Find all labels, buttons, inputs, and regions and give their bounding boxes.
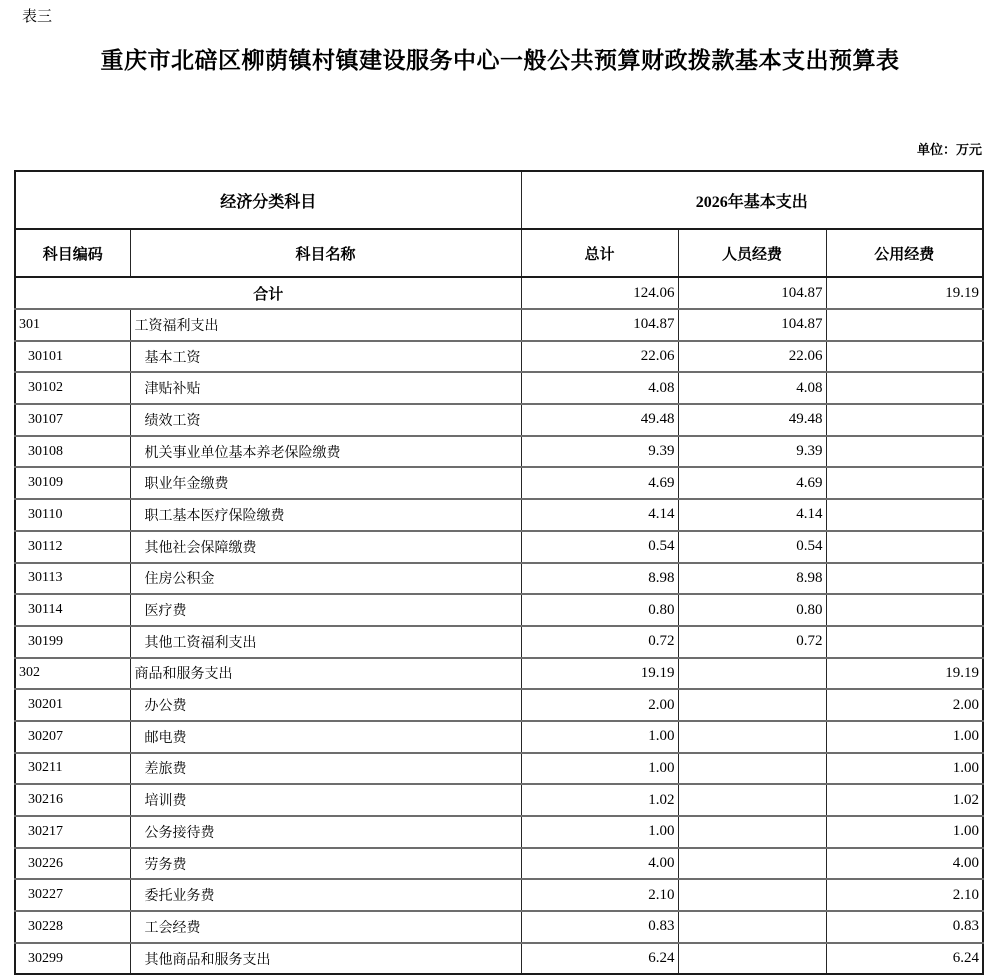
subject-code-cell: 30101: [15, 341, 130, 373]
col-header-total: 总计: [521, 229, 678, 277]
subject-code-cell: 30211: [15, 753, 130, 785]
table-row: [15, 879, 983, 911]
personnel-value-cell: [678, 721, 826, 753]
subject-code-cell: 30217: [15, 816, 130, 848]
subject-name-cell: 差旅费: [130, 753, 521, 785]
subject-code-cell: 30227: [15, 879, 130, 911]
total-value-cell: 104.87: [521, 309, 678, 341]
total-row-total: 124.06: [521, 277, 678, 309]
personnel-value-cell: 104.87: [678, 309, 826, 341]
public-value-cell: 19.19: [826, 658, 983, 690]
total-value-cell: 4.08: [521, 372, 678, 404]
personnel-value-cell: 0.54: [678, 531, 826, 563]
table-row: [15, 943, 983, 975]
personnel-value-cell: [678, 784, 826, 816]
table-row: [15, 563, 983, 595]
personnel-value-cell: 0.72: [678, 626, 826, 658]
table-row: [15, 499, 983, 531]
subject-code-cell: 30226: [15, 848, 130, 880]
table-row: [15, 531, 983, 563]
header-column-row: [15, 229, 983, 277]
subject-name-cell: 其他社会保障缴费: [130, 531, 521, 563]
personnel-value-cell: 0.80: [678, 594, 826, 626]
personnel-value-cell: 9.39: [678, 436, 826, 468]
public-value-cell: 1.00: [826, 816, 983, 848]
public-value-cell: 2.10: [826, 879, 983, 911]
personnel-value-cell: [678, 753, 826, 785]
table-row: [15, 372, 983, 404]
unit-label: 单位：万元: [916, 143, 982, 158]
table-row: [15, 626, 983, 658]
total-value-cell: 0.83: [521, 911, 678, 943]
subject-name-cell: 其他商品和服务支出: [130, 943, 521, 975]
public-value-cell: [826, 563, 983, 595]
total-value-cell: 19.19: [521, 658, 678, 690]
total-value-cell: 1.00: [521, 721, 678, 753]
personnel-value-cell: 22.06: [678, 341, 826, 373]
subject-code-cell: 30228: [15, 911, 130, 943]
subject-name-cell: 工资福利支出: [130, 309, 521, 341]
total-value-cell: 4.14: [521, 499, 678, 531]
subject-code-cell: 30216: [15, 784, 130, 816]
subject-code-cell: 30201: [15, 689, 130, 721]
total-value-cell: 49.48: [521, 404, 678, 436]
public-value-cell: 1.00: [826, 721, 983, 753]
total-row-public: 19.19: [826, 277, 983, 309]
personnel-value-cell: 4.14: [678, 499, 826, 531]
table-body: [15, 277, 983, 974]
total-row-label: 合计: [15, 277, 521, 309]
public-value-cell: 6.24: [826, 943, 983, 975]
subject-code-cell: 30110: [15, 499, 130, 531]
budget-table: [14, 170, 984, 975]
personnel-value-cell: 49.48: [678, 404, 826, 436]
subject-name-cell: 工会经费: [130, 911, 521, 943]
personnel-value-cell: [678, 911, 826, 943]
subject-name-cell: 办公费: [130, 689, 521, 721]
table-row: [15, 594, 983, 626]
table-row: [15, 436, 983, 468]
personnel-value-cell: [678, 848, 826, 880]
col-header-personnel-expense: 人员经费: [678, 229, 826, 277]
public-value-cell: 1.02: [826, 784, 983, 816]
subject-name-cell: 商品和服务支出: [130, 658, 521, 690]
total-value-cell: 6.24: [521, 943, 678, 975]
subject-name-cell: 培训费: [130, 784, 521, 816]
table-row: [15, 467, 983, 499]
public-value-cell: [826, 531, 983, 563]
subject-code-cell: 30114: [15, 594, 130, 626]
subject-code-cell: 30102: [15, 372, 130, 404]
public-value-cell: 0.83: [826, 911, 983, 943]
total-value-cell: 9.39: [521, 436, 678, 468]
subject-name-cell: 委托业务费: [130, 879, 521, 911]
subject-name-cell: 公务接待费: [130, 816, 521, 848]
table-row: [15, 689, 983, 721]
subject-code-cell: 302: [15, 658, 130, 690]
total-value-cell: 2.00: [521, 689, 678, 721]
subject-code-cell: 30199: [15, 626, 130, 658]
total-value-cell: 4.00: [521, 848, 678, 880]
personnel-value-cell: [678, 658, 826, 690]
page-title: 重庆市北碚区柳荫镇村镇建设服务中心一般公共预算财政拨款基本支出预算表: [100, 47, 900, 73]
col-header-subject-code: 科目编码: [15, 229, 130, 277]
public-value-cell: [826, 309, 983, 341]
table-row: [15, 658, 983, 690]
col-header-public-expense: 公用经费: [826, 229, 983, 277]
public-value-cell: [826, 467, 983, 499]
subject-code-cell: 30107: [15, 404, 130, 436]
col-header-subject-name: 科目名称: [130, 229, 521, 277]
subject-code-cell: 30112: [15, 531, 130, 563]
total-value-cell: 22.06: [521, 341, 678, 373]
subject-code-cell: 30113: [15, 563, 130, 595]
table-row: [15, 721, 983, 753]
personnel-value-cell: [678, 943, 826, 975]
subject-code-cell: 301: [15, 309, 130, 341]
public-value-cell: [826, 372, 983, 404]
total-value-cell: 0.54: [521, 531, 678, 563]
public-value-cell: [826, 594, 983, 626]
total-value-cell: 4.69: [521, 467, 678, 499]
subject-code-cell: 30299: [15, 943, 130, 975]
public-value-cell: 2.00: [826, 689, 983, 721]
personnel-value-cell: 4.69: [678, 467, 826, 499]
total-value-cell: 8.98: [521, 563, 678, 595]
public-value-cell: [826, 436, 983, 468]
personnel-value-cell: [678, 879, 826, 911]
subject-code-cell: 30207: [15, 721, 130, 753]
header-economic-classification: 经济分类科目: [15, 171, 521, 229]
table-row: [15, 341, 983, 373]
table-row: [15, 753, 983, 785]
header-2026-basic-expenditure: 2026年基本支出: [521, 171, 983, 229]
subject-name-cell: 机关事业单位基本养老保险缴费: [130, 436, 521, 468]
table-row: [15, 784, 983, 816]
subject-code-cell: 30109: [15, 467, 130, 499]
personnel-value-cell: [678, 689, 826, 721]
table-row: [15, 911, 983, 943]
public-value-cell: 4.00: [826, 848, 983, 880]
total-value-cell: 1.00: [521, 753, 678, 785]
subject-name-cell: 邮电费: [130, 721, 521, 753]
subject-name-cell: 津贴补贴: [130, 372, 521, 404]
table-row: [15, 848, 983, 880]
total-row: [15, 277, 983, 309]
public-value-cell: 1.00: [826, 753, 983, 785]
subject-name-cell: 其他工资福利支出: [130, 626, 521, 658]
subject-name-cell: 职工基本医疗保险缴费: [130, 499, 521, 531]
subject-name-cell: 职业年金缴费: [130, 467, 521, 499]
total-value-cell: 1.02: [521, 784, 678, 816]
table-row: [15, 816, 983, 848]
personnel-value-cell: [678, 816, 826, 848]
table-number-label: 表三: [22, 7, 53, 25]
total-value-cell: 0.72: [521, 626, 678, 658]
public-value-cell: [826, 499, 983, 531]
header-group-row: [15, 171, 983, 229]
public-value-cell: [826, 626, 983, 658]
public-value-cell: [826, 404, 983, 436]
total-row-personnel: 104.87: [678, 277, 826, 309]
personnel-value-cell: 8.98: [678, 563, 826, 595]
subject-name-cell: 绩效工资: [130, 404, 521, 436]
subject-name-cell: 住房公积金: [130, 563, 521, 595]
subject-code-cell: 30108: [15, 436, 130, 468]
total-value-cell: 0.80: [521, 594, 678, 626]
public-value-cell: [826, 341, 983, 373]
subject-name-cell: 劳务费: [130, 848, 521, 880]
total-value-cell: 2.10: [521, 879, 678, 911]
total-value-cell: 1.00: [521, 816, 678, 848]
table-row: [15, 404, 983, 436]
personnel-value-cell: 4.08: [678, 372, 826, 404]
subject-name-cell: 基本工资: [130, 341, 521, 373]
subject-name-cell: 医疗费: [130, 594, 521, 626]
table-row: [15, 309, 983, 341]
